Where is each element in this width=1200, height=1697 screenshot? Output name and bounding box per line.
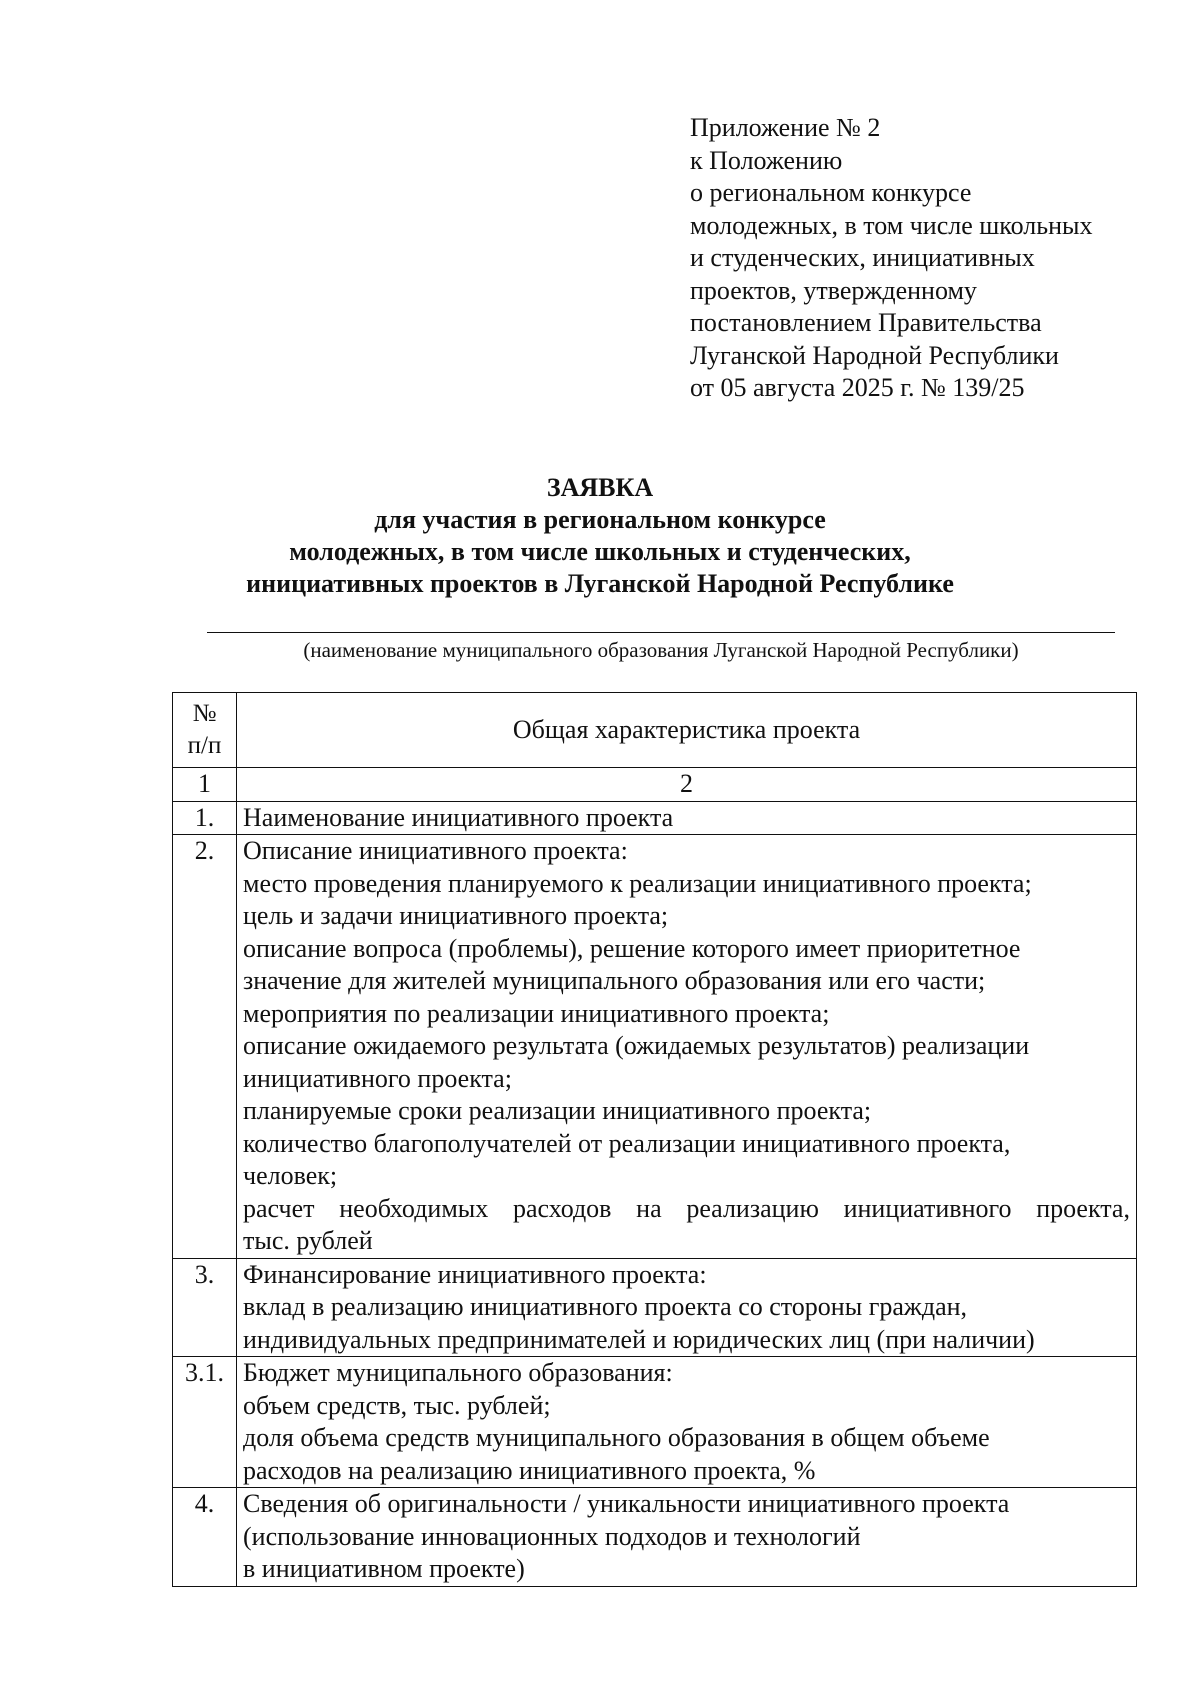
row-content xyxy=(237,835,1137,1259)
column-number: 1 xyxy=(173,768,237,802)
table-row xyxy=(173,1488,1137,1587)
table-row xyxy=(173,835,1137,1259)
row-line: индивидуальных предпринимателей и юридических лиц (при наличии) xyxy=(243,1324,1035,1354)
row-line: человек; xyxy=(243,1161,338,1190)
row-line: значение для жителей муниципального образования или его части; xyxy=(243,966,986,995)
municipality-blank-line xyxy=(207,632,1115,633)
column-number: 2 xyxy=(237,768,1137,802)
attachment-line: Луганской Народной Республики xyxy=(690,340,1059,370)
row-line: цель и задачи инициативного проекта; xyxy=(243,901,669,930)
attachment-line: к Положению xyxy=(690,145,843,175)
row-line: инициативного проекта; xyxy=(243,1063,512,1093)
justified-word: необходимых xyxy=(339,1193,489,1223)
row-number: 1. xyxy=(173,801,237,835)
attachment-line: молодежных, в том числе школьных xyxy=(690,210,1093,240)
row-line: в инициативном проекте) xyxy=(243,1554,525,1583)
row-line: количество благополучателей от реализации инициативного проекта, xyxy=(243,1128,1011,1158)
title-line: инициативных проектов в Луганской Народной Республике xyxy=(246,569,954,598)
title-heading: ЗАЯВКА xyxy=(546,473,654,502)
row-line: Финансирование инициативного проекта: xyxy=(243,1259,707,1289)
row-line: (использование инновационных подходов и технологий xyxy=(243,1521,861,1551)
row-line: Бюджет муниципального образования: xyxy=(243,1358,673,1387)
row-line-justified xyxy=(243,1193,1130,1226)
document-title xyxy=(0,472,1200,600)
justified-word: расходов xyxy=(512,1193,612,1223)
attachment-line: от 05 августа 2025 г. № 139/25 xyxy=(690,373,1025,402)
attachment-line: о региональном конкурсе xyxy=(690,178,972,207)
row-line: место проведения планируемого к реализации инициативного проекта; xyxy=(243,868,1032,898)
row-line: Описание инициативного проекта: xyxy=(243,836,628,865)
project-characteristics-table xyxy=(172,692,1137,1587)
title-line: для участия в региональном конкурсе xyxy=(374,505,826,534)
header-number-symbol: № xyxy=(192,700,217,727)
row-content xyxy=(237,1357,1137,1488)
row-line: мероприятия по реализации инициативного проекта; xyxy=(243,998,830,1028)
attachment-reference xyxy=(690,112,1170,405)
attachment-line: и студенческих, инициативных xyxy=(690,243,1035,272)
row-line: Сведения об оригинальности / уникальности инициативного проекта xyxy=(243,1489,1010,1518)
header-characteristic-cell: Общая характеристика проекта xyxy=(237,693,1137,768)
justified-word: инициативного xyxy=(843,1193,1012,1223)
municipality-caption: (наименование муниципального образования Луганской Народной Республики) xyxy=(303,638,1019,662)
justified-word: расчет xyxy=(243,1193,315,1223)
row-line: объем средств, тыс. рублей; xyxy=(243,1390,551,1420)
table-row xyxy=(173,1258,1137,1357)
attachment-line: проектов, утвержденному xyxy=(690,275,977,305)
row-line: описание вопроса (проблемы), решение которого имеет приоритетное xyxy=(243,933,1021,963)
row-line: описание ожидаемого результата (ожидаемых результатов) реализации xyxy=(243,1031,1030,1060)
row-number: 2. xyxy=(173,835,237,1259)
justified-word: на xyxy=(636,1193,662,1223)
row-content xyxy=(237,1488,1137,1587)
header-number-cell xyxy=(173,693,237,768)
row-content xyxy=(237,1258,1137,1357)
row-line: планируемые сроки реализации инициативного проекта; xyxy=(243,1096,872,1125)
header-number-abbrev: п/п xyxy=(187,732,222,759)
title-line: молодежных, в том числе школьных и студенческих, xyxy=(289,537,911,566)
row-number: 3. xyxy=(173,1258,237,1357)
table-header-row xyxy=(173,693,1137,768)
table-row xyxy=(173,1357,1137,1488)
row-line: Наименование инициативного проекта xyxy=(243,802,674,832)
justified-word: реализацию xyxy=(686,1193,819,1223)
row-number: 4. xyxy=(173,1488,237,1587)
row-line: расходов на реализацию инициативного проекта, % xyxy=(243,1455,816,1485)
row-number: 3.1. xyxy=(173,1357,237,1488)
justified-word: проекта, xyxy=(1036,1193,1130,1223)
row-line: вклад в реализацию инициативного проекта со стороны граждан, xyxy=(243,1292,968,1321)
row-content xyxy=(237,801,1137,835)
attachment-line: постановлением Правительства xyxy=(690,308,1042,337)
column-numbers-row xyxy=(173,768,1137,802)
row-line: тыс. рублей xyxy=(243,1226,373,1255)
row-line: доля объема средств муниципального образования в общем объеме xyxy=(243,1423,990,1452)
table-row xyxy=(173,801,1137,835)
attachment-line: Приложение № 2 xyxy=(690,113,881,142)
